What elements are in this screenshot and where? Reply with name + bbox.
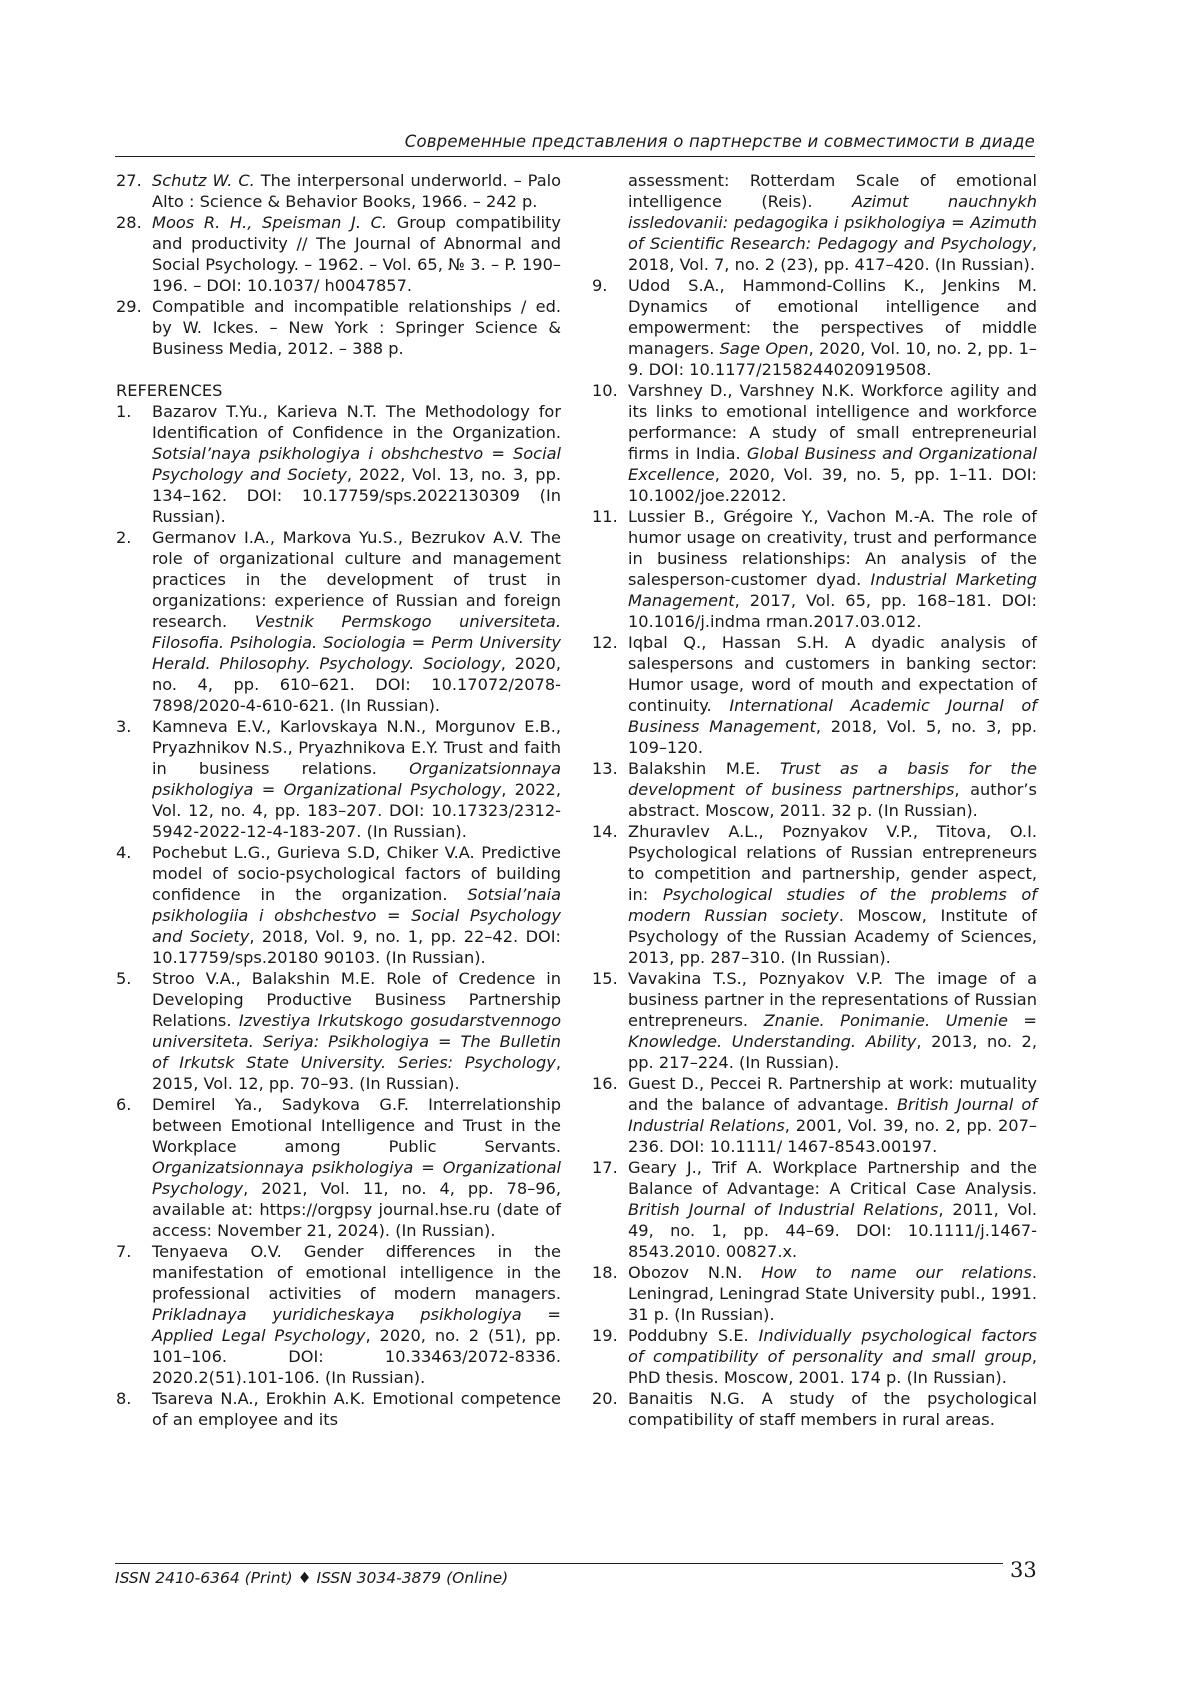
reference-text: Stroo V.A., Balakshin M.E. Role of Credence in Developing Productive Business Partnership Relations. Izvestiya Irkutskogo gosudarstvennogo universiteta. Seriya: Psikhologiya = The Bulletin of Irkutsk State University. Series: Psychology, 2015, Vol. 12, pp. 70–93. (In Russian). (152, 969, 561, 1093)
reference-text: Compatible and incompatible relationships / ed. by W. Ickes. – New York : Springer Science & Business Media, 2012. – 388 p. (152, 297, 561, 358)
reference-number: 29. (116, 297, 142, 316)
reference-item (116, 716, 561, 842)
reference-number: 2. (116, 528, 132, 547)
reference-item (592, 1262, 1037, 1325)
reference-item (116, 968, 561, 1094)
reference-item (592, 632, 1037, 758)
reference-number: 3. (116, 717, 132, 736)
reference-item (116, 527, 561, 716)
reference-number: 20. (592, 1389, 618, 1408)
reference-text: Moos R. H., Speisman J. C. Group compatibility and productivity // The Journal of Abnormal and Social Psychology. – 1962. – Vol. 65, № 3. – P. 190–196. – DOI: 10.1037/ h0047857. (152, 213, 561, 295)
reference-number: 19. (592, 1326, 618, 1345)
left-column (116, 170, 561, 1430)
reference-text: Varshney D., Varshney N.K. Workforce agility and its links to emotional intelligence and workforce performance: A study of small entrepreneurial firms in India. Global Business and Organizational Excellence, 2020, Vol. 39, no. 5, pp. 1–11. DOI: 10.1002/joe.22012. (628, 381, 1037, 505)
reference-continuation (592, 170, 1037, 275)
reference-text: Vavakina T.S., Poznyakov V.P. The image of a business partner in the representations of Russian entrepreneurs. Znanie. Ponimanie. Umenie = Knowledge. Understanding. Ability, 2013, no. 2, pp. 217–224. (In Russian). (628, 969, 1037, 1072)
issn-online: ISSN 3034-3879 (Online) (316, 1569, 509, 1587)
reference-item (592, 380, 1037, 506)
reference-number: 27. (116, 171, 142, 190)
reference-text: Germanov I.A., Markova Yu.S., Bezrukov A.V. The role of organizational culture and management practices in the development of trust in organizations: experience of Russian and foreign research. Vestnik Permskogo universiteta. Filosofia. Psihologia. Sociologia = Perm University Herald. Philosophy. Psychology. Sociology, 2020, no. 4, pp. 610–621. DOI: 10.17072/2078-7898/2020-4-610-621. (In Russian). (152, 528, 561, 715)
reference-number: 6. (116, 1095, 132, 1114)
reference-text: Banaitis N.G. A study of the psychological compatibility of staff members in rural areas. (628, 1389, 1037, 1429)
header-rule (115, 156, 1035, 157)
reference-number: 11. (592, 507, 618, 526)
reference-number: 28. (116, 213, 142, 232)
reference-number: 13. (592, 759, 618, 778)
reference-item (116, 1241, 561, 1388)
reference-text: Bazarov T.Yu., Karieva N.T. The Methodology for Identification of Confidence in the Organization. Sotsial’naya psikhologiya i obshchestvo = Social Psychology and Society, 2022, Vol. 13, no. 3, pp. 134–162. DOI: 10.17759/sps.2022130309 (In Russian). (152, 402, 561, 526)
reference-item (116, 842, 561, 968)
reference-item (592, 758, 1037, 821)
reference-number: 8. (116, 1389, 132, 1408)
reference-number: 14. (592, 822, 618, 841)
reference-number: 16. (592, 1074, 618, 1093)
reference-item (116, 1094, 561, 1241)
reference-item (116, 1388, 561, 1430)
reference-number: 17. (592, 1158, 618, 1177)
reference-text: Balakshin M.E. Trust as a basis for the development of business partnerships, author’s abstract. Moscow, 2011. 32 p. (In Russian). (628, 759, 1037, 820)
reference-text: Zhuravlev A.L., Poznyakov V.P., Titova, O.I. Psychological relations of Russian entrepreneurs to competition and partnership, gender aspect, in: Psychological studies of the problems of modern Russian society. Moscow, Institute of Psychology of the Russian Academy of Sciences, 2013, pp. 287–310. (In Russian). (628, 822, 1037, 967)
reference-item (116, 296, 561, 359)
reference-text: Tsareva N.A., Erokhin A.K. Emotional competence of an employee and its (152, 1389, 561, 1429)
reference-text: Geary J., Trif A. Workplace Partnership and the Balance of Advantage: A Critical Case Analysis. British Journal of Industrial Relations, 2011, Vol. 49, no. 1, pp. 44–69. DOI: 10.1111/j.1467-8543.2010. 00827.x. (628, 1158, 1037, 1261)
reference-item (116, 401, 561, 527)
reference-text: Guest D., Peccei R. Partnership at work: mutuality and the balance of advantage. British Journal of Industrial Relations, 2001, Vol. 39, no. 2, pp. 207–236. DOI: 10.1111/ 1467-8543.00197. (628, 1074, 1037, 1156)
reference-text: Poddubny S.E. Individually psychological factors of compatibility of personality and small group, PhD thesis. Moscow, 2001. 174 p. (In Russian). (628, 1326, 1037, 1387)
footer-issn (115, 1569, 508, 1587)
reference-item (592, 275, 1037, 380)
reference-number: 10. (592, 381, 618, 400)
reference-number: 15. (592, 969, 618, 988)
reference-item (592, 968, 1037, 1073)
reference-item (592, 1325, 1037, 1388)
reference-item (116, 212, 561, 296)
reference-text: Lussier B., Grégoire Y., Vachon M.-A. The role of humor usage on creativity, trust and performance in business relationships: An analysis of the salesperson-customer dyad. Industrial Marketing Management, 2017, Vol. 65, pp. 168–181. DOI: 10.1016/j.indma rman.2017.03.012. (628, 507, 1037, 631)
running-header: Современные представления о партнерстве и совместимости в диаде (404, 132, 1035, 151)
diamond-icon: ♦ (297, 1569, 312, 1587)
page-number: 33 (1010, 1558, 1037, 1582)
reference-number: 7. (116, 1242, 132, 1261)
footer-rule (115, 1563, 1003, 1564)
reference-item (592, 1073, 1037, 1157)
reference-text: assessment: Rotterdam Scale of emotional intelligence (Reis). Azimut nauchnykh issledovanii: pedagogika i psikhologiya = Azimuth of Scientific Research: Pedagogy and Psychology, 2018, Vol. 7, no. 2 (23), pp. 417–420. (In Russian). (628, 171, 1037, 274)
reference-number: 1. (116, 402, 132, 421)
reference-number: 9. (592, 276, 608, 295)
right-column (592, 170, 1037, 1430)
reference-number: 4. (116, 843, 132, 862)
reference-text: Udod S.A., Hammond-Collins K., Jenkins M. Dynamics of emotional intelligence and empowerment: the perspectives of middle managers. Sage Open, 2020, Vol. 10, no. 2, pp. 1–9. DOI: 10.1177/2158244020919508. (628, 276, 1038, 379)
reference-text: Kamneva E.V., Karlovskaya N.N., Morgunov E.B., Pryazhnikov N.S., Pryazhnikova E.Y. Trust and faith in business relations. Organizatsionnaya psikhologiya = Organizational Psychology, 2022, Vol. 12, no. 4, pp. 183–207. DOI: 10.17323/2312-5942-2022-12-4-183-207. (In Russian). (152, 717, 561, 841)
reference-number: 18. (592, 1263, 618, 1282)
reference-text: Iqbal Q., Hassan S.H. A dyadic analysis of salespersons and customers in banking sector: Humor usage, word of mouth and expectation of continuity. International Academic Journal of Business Management, 2018, Vol. 5, no. 3, pp. 109–120. (628, 633, 1037, 757)
reference-number: 5. (116, 969, 132, 988)
issn-print: ISSN 2410-6364 (Print) (115, 1569, 293, 1587)
reference-text: Tenyaeva O.V. Gender differences in the manifestation of emotional intelligence in the professional activities of modern managers. Prikladnaya yuridicheskaya psikhologiya = Applied Legal Psychology, 2020, no. 2 (51), pp. 101–106. DOI: 10.33463/2072-8336. 2020.2(51).101-106. (In Russian). (152, 1242, 561, 1387)
reference-text: Pochebut L.G., Gurieva S.D, Chiker V.A. Predictive model of socio-psychological factors of building confidence in the organization. Sotsial’naia psikhologiia i obshchestvo = Social Psychology and Society, 2018, Vol. 9, no. 1, pp. 22–42. DOI: 10.17759/sps.20180 90103. (In Russian). (152, 843, 562, 967)
reference-number: 12. (592, 633, 618, 652)
reference-text: Demirel Ya., Sadykova G.F. Interrelationship between Emotional Intelligence and Trust in the Workplace among Public Servants. Organizatsionnaya psikhologiya = Organizational Psychology, 2021, Vol. 11, no. 4, pp. 78–96, available at: https://orgpsy journal.hse.ru (date of access: November 21, 2024). (In Russian). (152, 1095, 561, 1240)
reference-item (592, 1157, 1037, 1262)
reference-text: Obozov N.N. How to name our relations. Leningrad, Leningrad State University publ., 1991. 31 p. (In Russian). (628, 1263, 1037, 1324)
reference-item (592, 506, 1037, 632)
reference-text: Schutz W. C. The interpersonal underworld. – Palo Alto : Science & Behavior Books, 1966. – 242 p. (152, 171, 562, 211)
references-heading: REFERENCES (116, 381, 223, 400)
reference-item (592, 1388, 1037, 1430)
reference-item (592, 821, 1037, 968)
reference-item (116, 170, 561, 212)
